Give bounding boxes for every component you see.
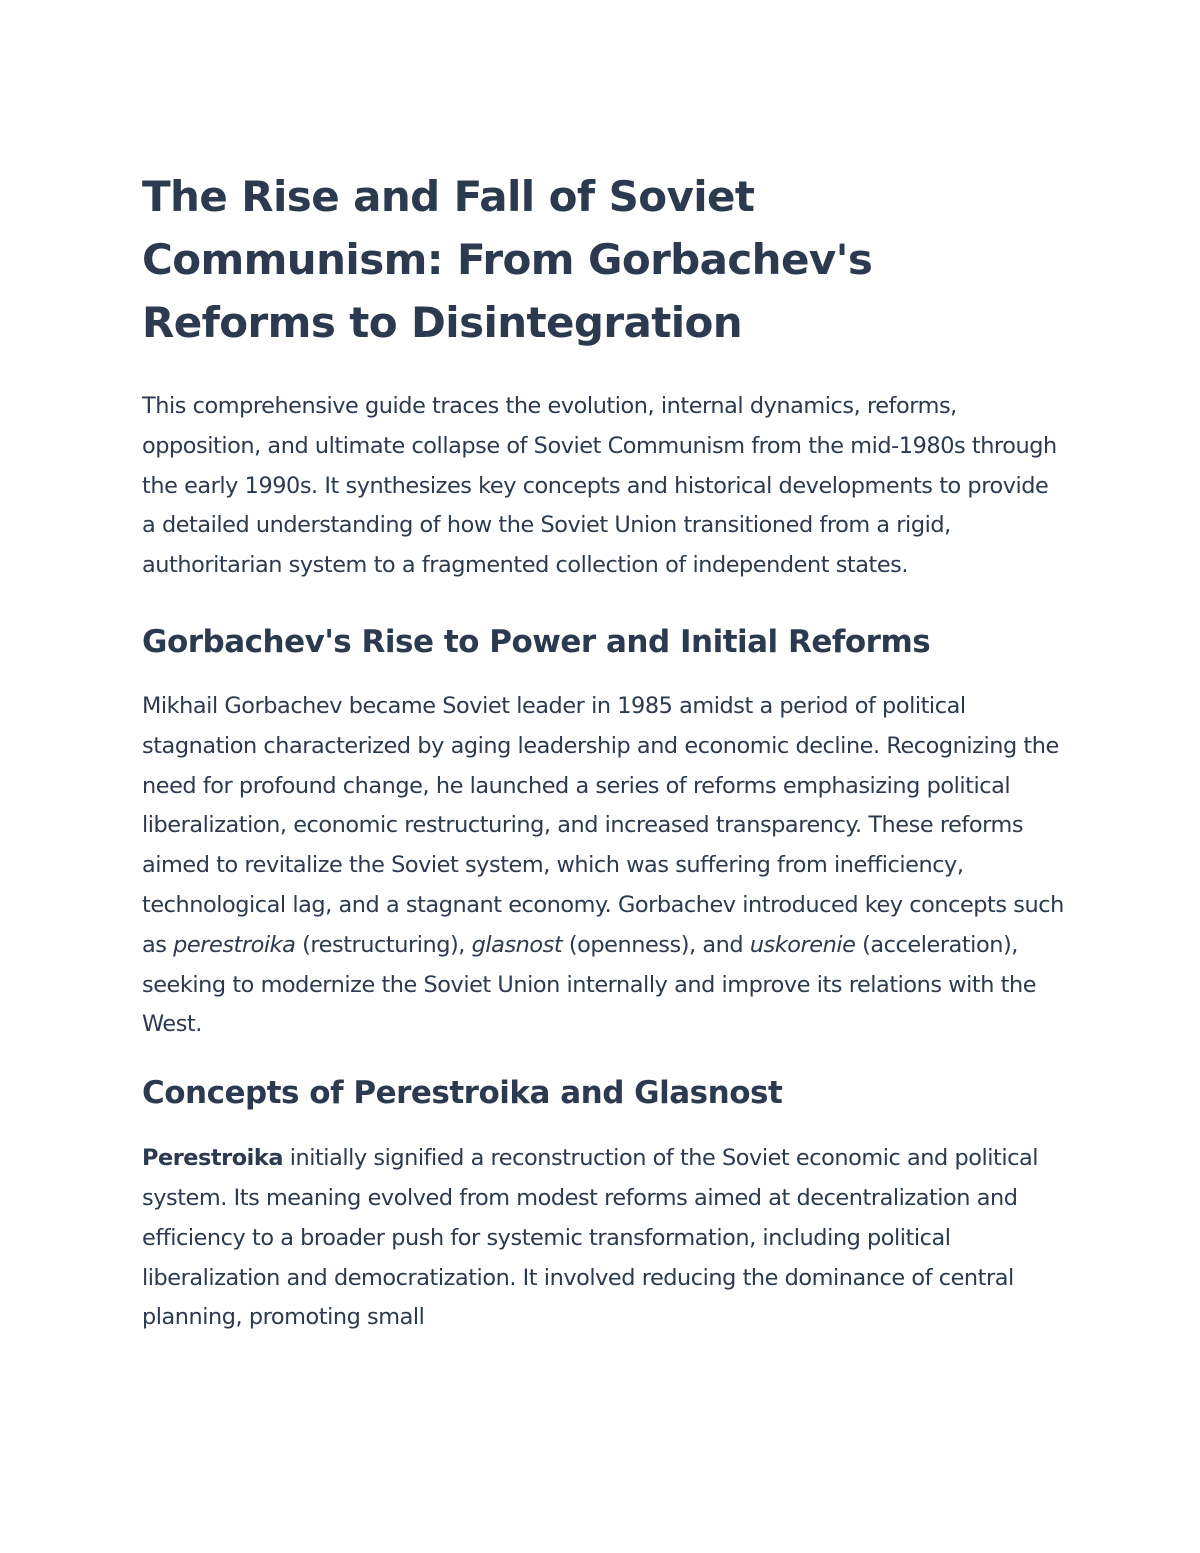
section-heading-concepts: Concepts of Perestroika and Glasnost	[142, 1075, 783, 1112]
section-heading-gorbachev-rise: Gorbachev's Rise to Power and Initial Reforms	[142, 623, 931, 660]
term-perestroika: perestroika	[173, 931, 296, 958]
gorbachev-para-end: (acceleration), seeking to modernize the Soviet Union internally and improve its relations with the West.	[142, 931, 1037, 1038]
document-title: The Rise and Fall of Soviet Communism: From Gorbachev's Reforms to Disintegration	[142, 172, 873, 347]
term-perestroika-bold: Perestroika	[142, 1145, 284, 1172]
term-uskorenie: uskorenie	[749, 931, 856, 958]
intro-paragraph: This comprehensive guide traces the evolution, internal dynamics, reforms, opposition, and ultimate collapse of Soviet Communism from the mid-1980s through the early 1990s. It synthesizes key concepts and historical developments to provide a detailed understanding of how the Soviet Union transitioned from a rigid, authoritarian system to a fragmented collection of independent states.	[142, 393, 1057, 579]
perestroika-paragraph	[142, 1139, 1067, 1338]
gloss-openness: (openness), and	[568, 931, 744, 958]
term-glasnost: glasnost	[471, 931, 563, 958]
gorbachev-para-start: Mikhail Gorbachev became Soviet leader in 1985 amidst a period of political stagnation characterized by aging leadership and economic decline. Recognizing the need for profound change, he launched a series of reforms emphasizing political liberalization, economic restructuring, and increased transparency. These reforms aimed to revitalize the Soviet system, which was suffering from inefficiency, technological lag, and a stagnant economy. Gorbachev introduced key concepts such as	[142, 692, 1064, 958]
document-page	[142, 160, 1067, 1338]
perestroika-para-text: initially signified a reconstruction of the Soviet economic and political system. Its meaning evolved from modest reforms aimed at decentralization and efficiency to a broader push for systemic transformation, including political liberalization and democratization. It involved reducing the dominance of central planning, promoting small	[142, 1145, 1039, 1331]
gorbachev-rise-paragraph	[142, 687, 1067, 1045]
gloss-restructuring: (restructuring),	[302, 931, 465, 958]
